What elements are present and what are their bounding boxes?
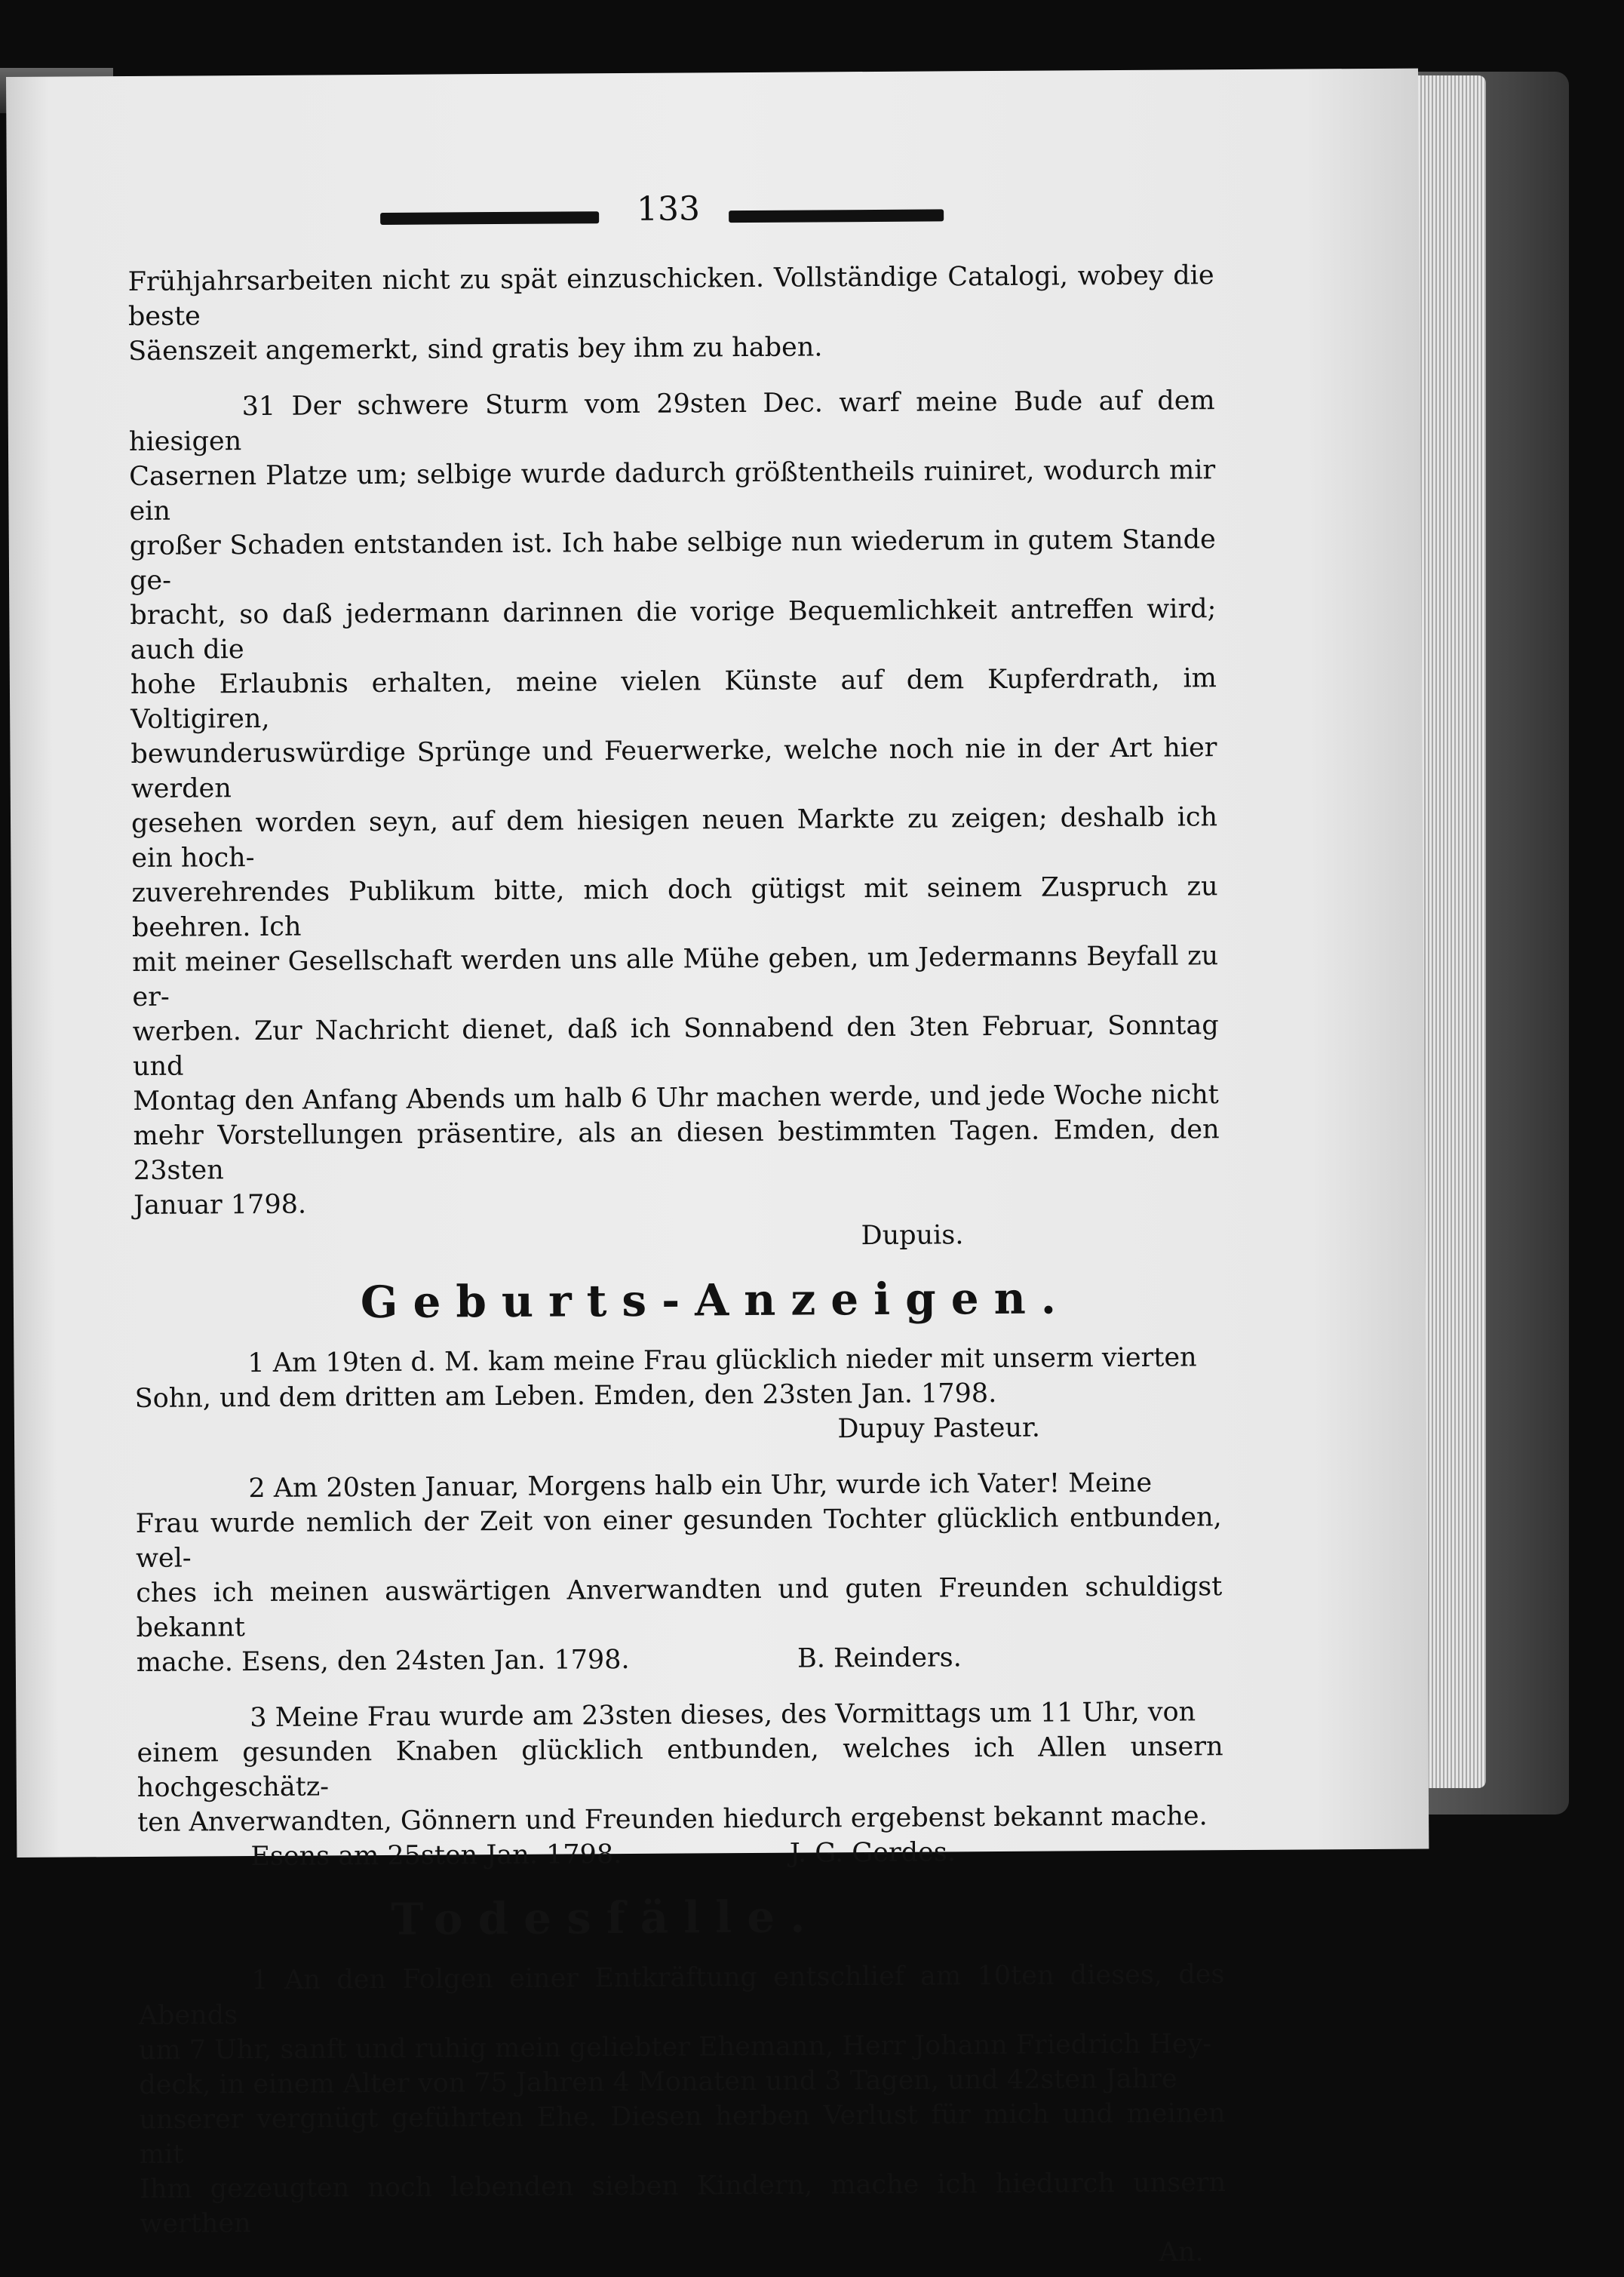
text-line: Sohn, und dem dritten am Leben. Emden, den 23sten Jan. 1798. [134,1378,997,1414]
text-line: um 7 Uhr, sanft und ruhig mein geliebter Ehemann, Herr Johann Friedrich Hey- [138,2029,1212,2066]
page-header [380,188,953,244]
text-line: 1 Am 19ten d. M. kam meine Frau glücklich nieder mit unserm vierten [247,1342,1197,1379]
text-line: Casernen Platze um; selbige wurde dadurch größtentheils ruiniret, wodurch mir ein [129,455,1216,527]
page-text [128,258,1226,2276]
text-line: bracht, so daß jedermann darinnen die vorige Bequemlichkeit antreffen wird; auch die [130,594,1217,666]
text-line: Frau wurde nemlich der Zeit von einer gesunden Tochter glücklich entbunden, wel- [135,1502,1222,1574]
text-line: hohe Erlaubnis erhalten, meine vielen Künste auf dem Kupferdrath, im Voltigiren, [130,663,1217,736]
birth-notice-3 [137,1695,1223,1875]
text-line: mache. Esens, den 24sten Jan. 1798. B. Reinders. [136,1642,962,1678]
text-line: 2 Am 20sten Januar, Morgens halb ein Uhr, wurde ich Vater! Meine [248,1467,1153,1504]
text-line: 3 Meine Frau wurde am 23sten dieses, des Vormittags um 11 Uhr, von [250,1697,1196,1734]
continued-text [128,258,1215,369]
death-notice-1 [138,1957,1226,2276]
text-line: Esens am 25sten Jan. 1798. J. G. Gerdes. [250,1837,956,1873]
text-line: Montag den Anfang Abends um halb 6 Uhr machen werde, und jede Woche nicht [133,1080,1219,1117]
text-line: gesehen worden seyn, auf dem hiesigen neuen Markte zu zeigen; deshalb ich ein hoch- [130,802,1218,874]
text-line: 1 An den Folgen einer Entkräftung entschlief am 10ten dieses, des Abends [138,1959,1225,2031]
text-line: ches ich meinen auswärtigen Anverwandten und guten Freunden schuldigst bekannt [136,1572,1223,1643]
text-line: Frühjahrsarbeiten nicht zu spät einzuschicken. Vollständige Catalogi, wobey die beste [127,260,1214,333]
text-line: ten Anverwandten, Gönnern und Freunden hiedurch ergebenst bekannt mache. [137,1801,1208,1838]
section-heading-deaths: Todesfälle. [391,1891,821,1945]
text-line: Säenszeit angemerkt, sind gratis bey ihm zu haben. [128,332,823,367]
text-line: bewunderuswürdige Sprünge und Feuerwerke, welche noch nie in der Art hier werden [130,733,1217,805]
signature: Dupuy Pasteur. [837,1412,1041,1445]
header-rule-left [380,211,599,225]
text-line: werben. Zur Nachricht dienet, daß ich Sonnabend den 3ten Februar, Sonntag und [132,1010,1219,1082]
notice-31 [129,383,1220,1258]
text-line: unserer vergnügt geführten Ehe. Diesen herben Verlust für mich und meinen mit [139,2098,1226,2170]
text-line: 31 Der schwere Sturm vom 29sten Dec. warf meine Bude auf dem hiesigen [128,386,1215,458]
text-line: mehr Vorstellungen präsentire, als an diesen bestimmten Tagen. Emden, den 23sten [133,1114,1220,1186]
text-line: Ihm gezeugten noch lebenden sieben Kindern, mache ich hiedurch unsern werthen [139,2168,1226,2239]
text-line: einem gesunden Knaben glücklich entbunden, welches ich Allen unsern hochgeschätz- [137,1732,1223,1803]
birth-notice-1 [134,1340,1221,1451]
page-number: 133 [636,189,701,229]
text-line: deck, in einem Alter von 75 Jahren 4 Monaten und 3 Tagen, und 42sten Jahre [139,2063,1177,2100]
text-line: zuverehrendes Publikum bitte, mich doch gütigst mit seinem Zuspruch zu beehren. Ich [131,871,1218,944]
catchword: An. [1159,2237,1204,2268]
birth-notice-2 [135,1465,1223,1680]
text-line: großer Schaden entstanden ist. Ich habe selbige nun wiederum in gutem Stande ge- [129,524,1216,597]
signature: Dupuis. [861,1220,964,1252]
text-line: mit meiner Gesellschaft werden uns alle Mühe geben, um Jedermanns Beyfall zu er- [132,941,1219,1013]
book-page [6,69,1429,2268]
section-heading-births: Geburts-Anzeigen. [360,1272,1072,1329]
header-rule-right [729,209,944,223]
text-line: Januar 1798. [134,1189,307,1221]
